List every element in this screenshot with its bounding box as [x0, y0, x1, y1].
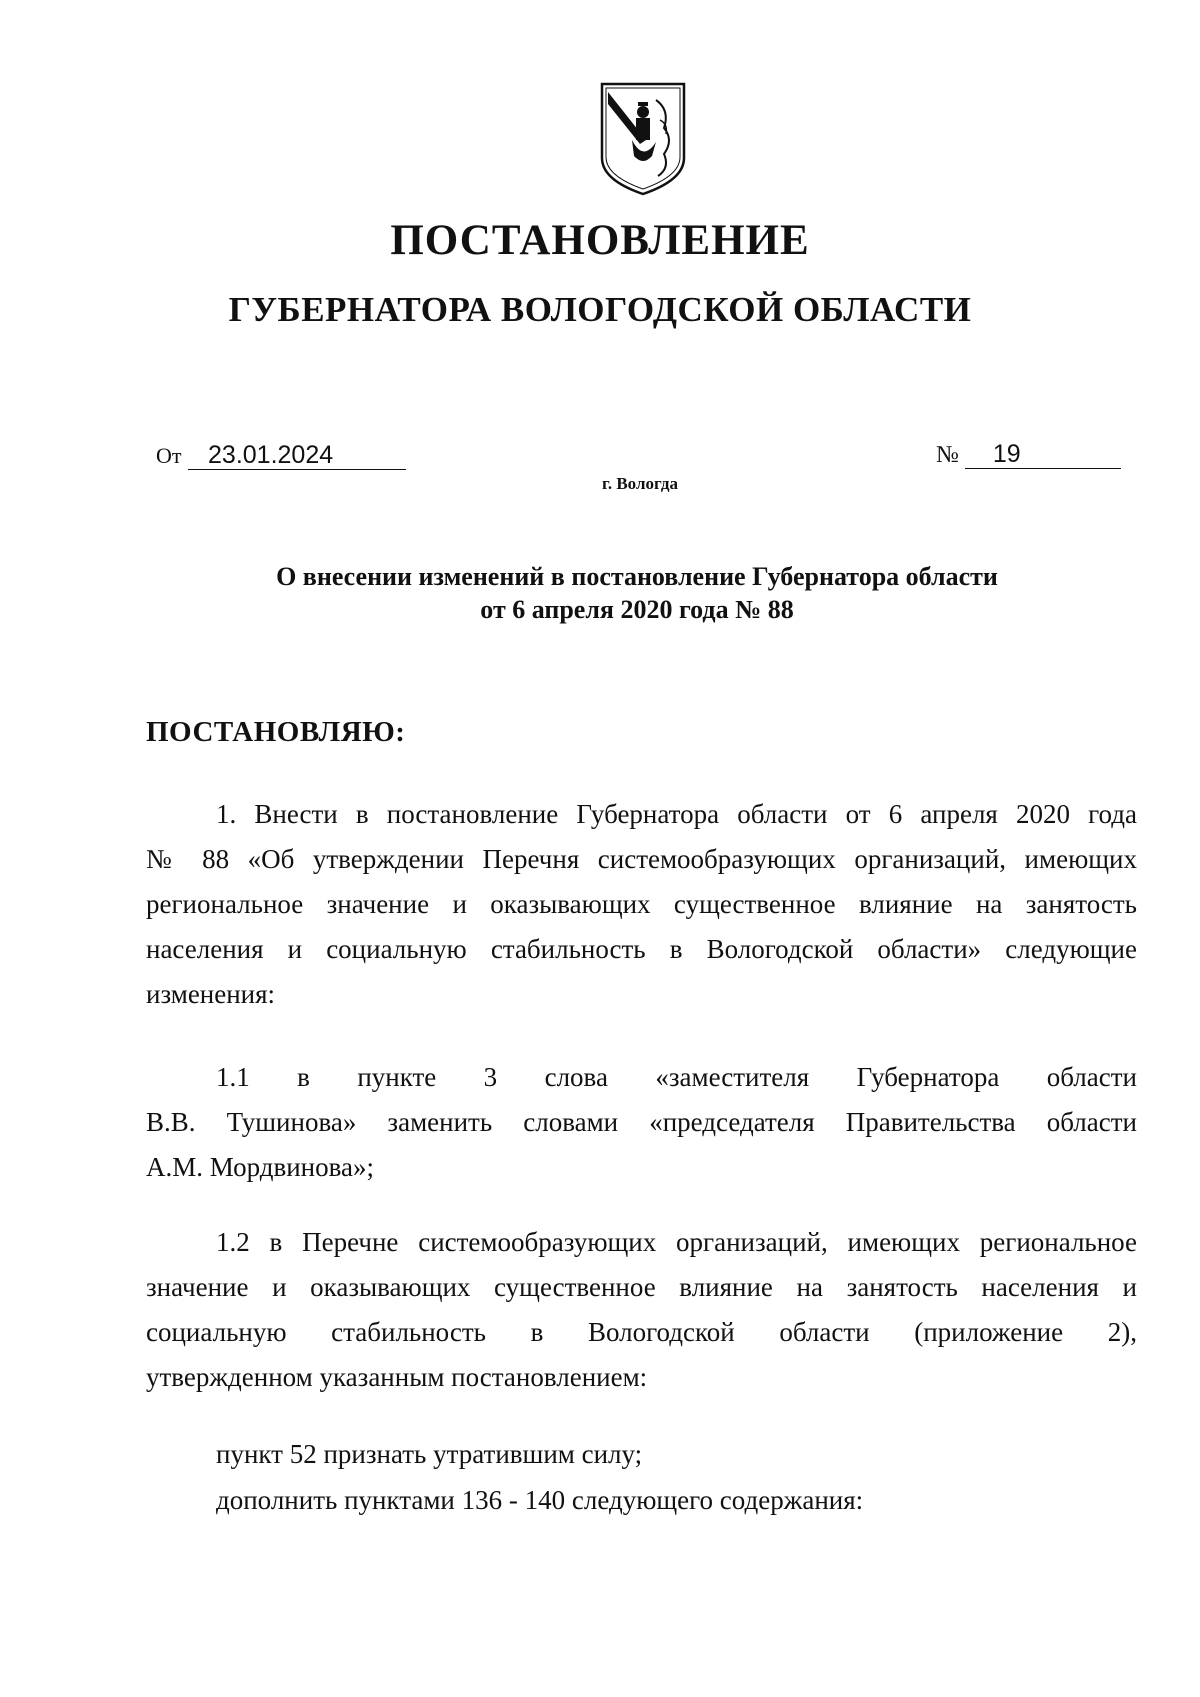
document-issuer: ГУБЕРНАТОРА ВОЛОГОДСКОЙ ОБЛАСТИ — [228, 290, 972, 329]
paragraph-line: В.В. Тушинова» заменить словами «председателя Правительства области — [146, 1107, 1137, 1137]
number-field — [936, 440, 1121, 469]
subject-line: от 6 апреля 2020 года № 88 — [480, 595, 794, 624]
document-number: 19 — [965, 440, 1121, 469]
paragraph-1-1 — [146, 1055, 1137, 1190]
paragraph-line: 1. Внести в постановление Губернатора области от 6 апреля 2020 года — [216, 799, 1137, 829]
document-title: ПОСТАНОВЛЕНИЕ — [390, 217, 810, 264]
paragraph-1-2 — [146, 1220, 1137, 1400]
number-prefix: № — [936, 442, 959, 468]
paragraph-line: утвержденном указанным постановлением: — [146, 1362, 648, 1392]
paragraph-1 — [146, 792, 1137, 1017]
paragraph-line: региональное значение и оказывающих существенное влияние на занятость — [146, 889, 1137, 919]
item-52-text: пункт 52 признать утратившим силу; — [216, 1439, 643, 1469]
paragraph-line: А.М. Мордвинова»; — [146, 1152, 374, 1182]
paragraph-line: 1.1 в пункте 3 слова «заместителя Губернатора области — [216, 1062, 1137, 1092]
date-field — [156, 440, 406, 470]
paragraph-line: 1.2 в Перечне системообразующих организаций, имеющих региональное — [216, 1227, 1137, 1257]
coat-of-arms-icon — [598, 80, 688, 198]
paragraph-line: № 88 «Об утверждении Перечня системообразующих организаций, имеющих — [146, 844, 1137, 874]
document-subject — [0, 560, 1200, 626]
paragraph-line: значение и оказывающих существенное влияние на занятость населения и — [146, 1272, 1137, 1302]
date-prefix: От — [156, 443, 182, 468]
decree-heading: ПОСТАНОВЛЯЮ: — [146, 716, 406, 748]
subject-line: О внесении изменений в постановление Губернатора области — [276, 562, 998, 591]
city: г. Вологда — [602, 474, 678, 493]
item-136-text: дополнить пунктами 136 - 140 следующего содержания: — [216, 1485, 864, 1515]
paragraph-line: социальную стабильность в Вологодской области (приложение 2), — [146, 1317, 1137, 1347]
document-date: 23.01.2024 — [188, 441, 406, 470]
paragraph-line: изменения: — [146, 979, 276, 1009]
paragraph-line: населения и социальную стабильность в Вологодской области» следующие — [146, 934, 1137, 964]
